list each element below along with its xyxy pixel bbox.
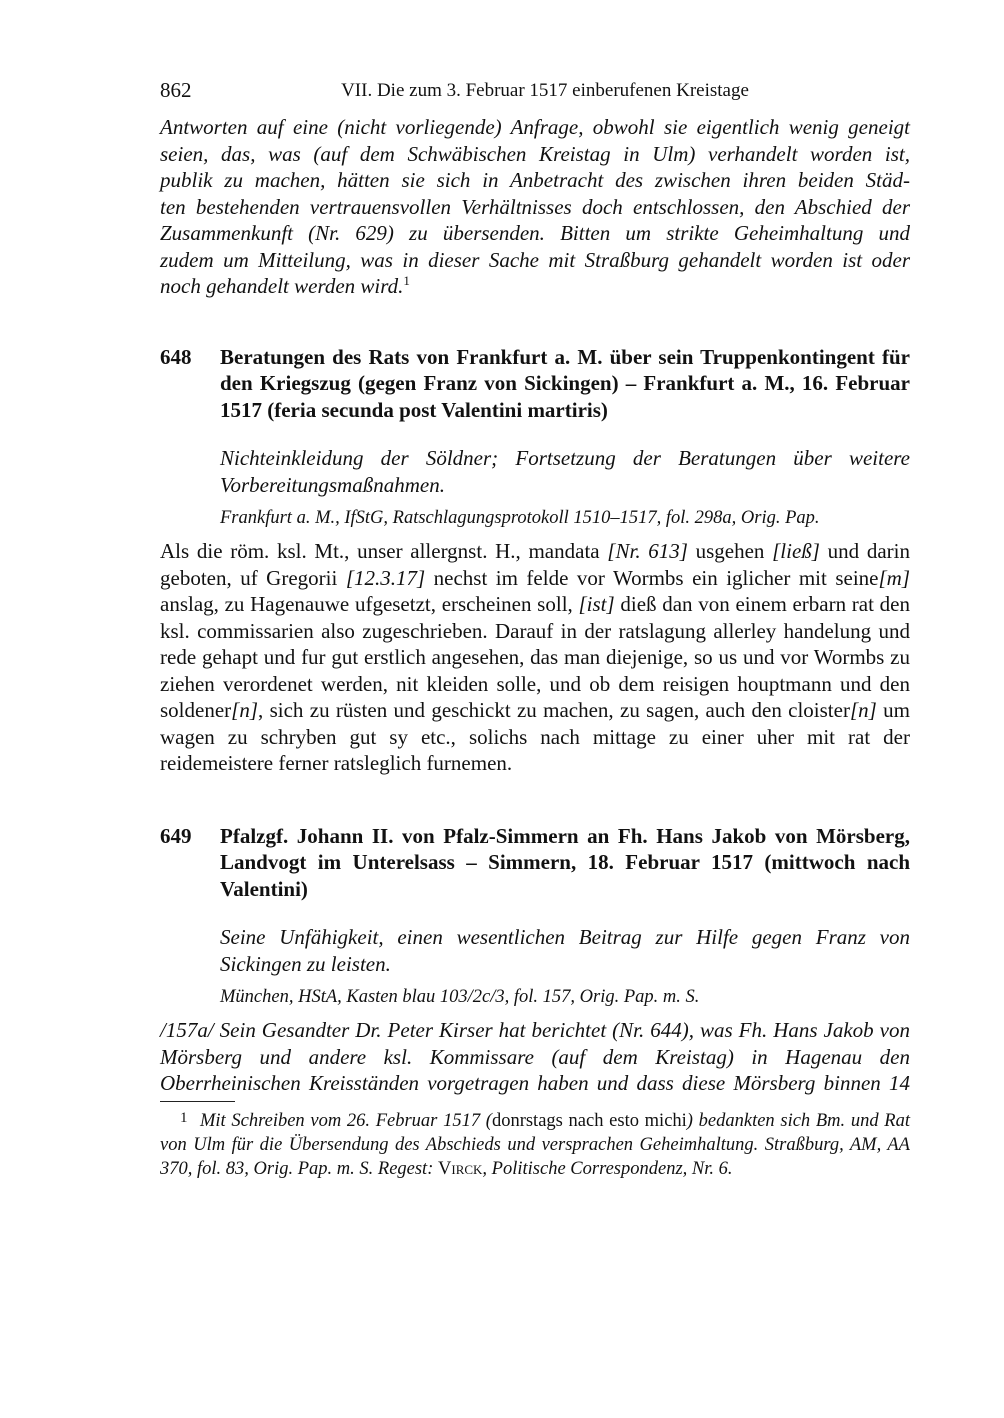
document-regest: Seine Unfähigkeit, einen wesentlichen Beitrag zur Hilfe gegen Franz von Sickingen zu leisten. (220, 925, 910, 976)
document-heading (160, 823, 910, 903)
intro-line: Antworten auf eine (nicht vorliegende) Anfrage, obwohl sie eigentlich wenig geneigt (160, 115, 910, 139)
intro-regest (160, 114, 910, 300)
document-648 (160, 344, 910, 777)
document-title: Beratungen des Rats von Frankfurt a. M. über sein Truppenkontingent für den Kriegszug (gegen Franz von Sickingen) – Frankfurt a. M., 16. Februar 1517 (feria secunda post Valentini martiris) (220, 344, 910, 422)
footnote-divider (160, 1101, 235, 1102)
document-source: Frankfurt a. M., IfStG, Ratschlagungsprotokoll 1510–1517, fol. 298a, Orig. Pap. (220, 508, 820, 528)
document-source: München, HStA, Kasten blau 103/2c/3, fol. 157, Orig. Pap. m. S. (220, 987, 700, 1007)
body-span: dieß dan von einem erbarn rat den ksl. commissarien also zugeschrieben. Darauf in der ratslagung allerley handelung und rede gehapt und fur gut erstlich angesehen, das man diejenige, so us und vor Wormbs zu ziehen verordenet werden, nit kleiden solle, und ob dem reisigen houptmann und den soldener (160, 592, 910, 722)
intro-line: seien, das, was (auf dem Schwäbischen Kreistag in Ulm) verhandelt worden ist, (160, 141, 910, 166)
intro-line: zudem um Mitteilung, was in dieser Sache mit Straßburg gehandelt worden ist oder (160, 247, 910, 272)
document-number: 649 (160, 823, 192, 848)
intro-line: publik zu machen, hätten sie sich in Anbetracht des zwischen ihren beiden Städ- (160, 168, 910, 192)
editorial-insert: [m] (878, 565, 910, 590)
document-heading (160, 344, 910, 424)
body-span: und darin geboten, uf Gregorii (160, 539, 910, 590)
editorial-insert: [n] (231, 698, 259, 722)
intro-line: Zusammenkunft (Nr. 629) zu übersenden. Bitten um strikte Geheimhaltung und (160, 221, 910, 245)
body-span: usgehen (687, 539, 773, 563)
body-span: um wagen zu schryben gut sy etc., solichs nach mittage zu einer uher mit rat der reidemeistere ferner ratsleglich furnemen. (160, 698, 910, 775)
footnote-text: ) bedankten sich Bm. und Rat von Ulm für die Übersendung des Abschieds und versprachen Geheimhaltung. Straßburg, AM, AA 370, fol. 83, Orig. Pap. m. S. Regest: (160, 1110, 910, 1179)
document-regest: Nichteinkleidung der Söldner; Fortsetzung der Beratungen über weitere Vorbereitungsmaßnahmen. (220, 446, 910, 497)
intro-line-last (160, 273, 910, 300)
page-number: 862 (160, 78, 192, 102)
document-number: 648 (160, 344, 192, 369)
editorial-insert: [ließ] (772, 539, 820, 563)
editorial-insert: [12.3.17] (345, 565, 426, 590)
footnote-text: Mit Schreiben vom 26. Februar 1517 ( (200, 1110, 492, 1131)
document-body-text: /157a/ Sein Gesandter Dr. Peter Kirser hat berichtet (Nr. 644), was Fh. Hans Jakob von Mörsberg und andere ksl. Kommissare (auf dem Kreistag) in Hagenau den Oberrheinischen Kreisständen vorgetragen haben und dass diese Mörsberg binnen 14 (160, 1018, 910, 1095)
editorial-insert: [Nr. 613] (607, 539, 688, 563)
footnote-quote: donrstags nach esto michi (491, 1110, 687, 1131)
body-span: anslag, zu Hagenauwe ufgesetzt, erscheinen soll, (160, 592, 579, 616)
footnote (160, 1106, 910, 1181)
running-title: VII. Die zum 3. Februar 1517 einberufenen Kreistage (341, 80, 749, 101)
body-span: nechst im felde vor Wormbs ein iglicher mit seine (425, 565, 879, 590)
body-span: , sich zu rüsten und geschickt zu machen, zu sagen, auch den cloister (258, 698, 850, 722)
footnote-author: Virck (438, 1158, 483, 1179)
editorial-insert: [ist] (578, 592, 615, 616)
footnote-ref[interactable]: 1 (403, 273, 410, 288)
document-649 (160, 823, 910, 1097)
document-title: Pfalzgf. Johann II. von Pfalz-Simmern an Fh. Hans Jakob von Mörsberg, Landvogt im Unterelsass – Simmern, 18. Februar 1517 (mittwoch nach Valentini) (220, 823, 910, 901)
footnote-mark: 1 (180, 1109, 188, 1126)
document-body (160, 1017, 910, 1097)
document-body (160, 538, 910, 777)
footnote-text: , Politische Correspondenz, Nr. 6. (482, 1158, 733, 1179)
editorial-insert: [n] (849, 698, 877, 722)
intro-line: ten bestehenden vertrauensvollen Verhältnisses doch entschlossen, den Abschied der (160, 194, 910, 219)
intro-line: noch gehandelt werden wird. (160, 274, 404, 298)
running-head (160, 78, 910, 108)
page (160, 78, 910, 1181)
body-span: Als die röm. ksl. Mt., unser allergnst. H., mandata (160, 539, 608, 563)
document-body-text (160, 538, 910, 777)
